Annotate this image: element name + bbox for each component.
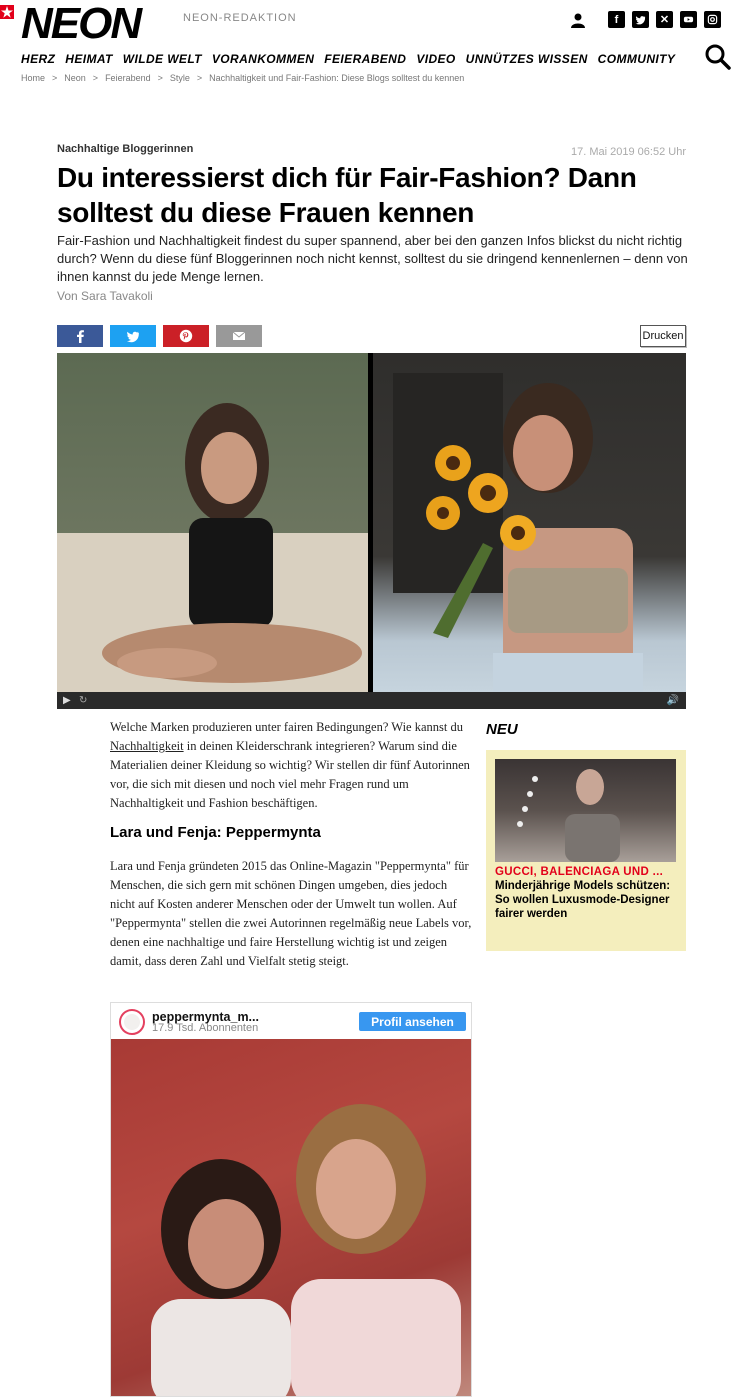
breadcrumb: Home > Neon > Feierabend > Style > Nachhaltigkeit und Fair-Fashion: Diese Blogs solltest du kennen: [21, 73, 465, 83]
instagram-followers: 17.9 Tsd. Abonnenten: [152, 1022, 259, 1034]
twitter-icon[interactable]: [632, 11, 649, 28]
hero-image-left: [57, 353, 368, 692]
nav-item-community[interactable]: COMMUNITY: [597, 52, 676, 66]
breadcrumb-neon[interactable]: Neon: [64, 73, 86, 83]
video-controls: [57, 692, 686, 709]
instagram-header: [111, 1003, 471, 1039]
article-paragraph-1: [110, 718, 472, 813]
breadcrumb-current: Nachhaltigkeit und Fair-Fashion: Diese Blogs solltest du kennen: [209, 73, 465, 83]
teaser-kicker: GUCCI, BALENCIAGA UND ...: [495, 866, 664, 878]
article-date: 17. Mai 2019 06:52 Uhr: [571, 146, 686, 158]
sidebar-heading: NEU: [486, 721, 518, 738]
xing-icon[interactable]: ✕: [656, 11, 673, 28]
article-headline: Du interessierst dich für Fair-Fashion? Dann solltest du diese Frauen kennen: [57, 162, 637, 228]
nav-item-feierabend[interactable]: FEIERABEND: [324, 52, 407, 66]
instagram-username[interactable]: peppermynta_m...: [152, 1010, 259, 1024]
redaktion-label[interactable]: NEON-REDAKTION: [183, 12, 297, 24]
share-pinterest-button[interactable]: [163, 325, 209, 347]
instagram-icon[interactable]: [704, 11, 721, 28]
nav-item-unnuetzes-wissen[interactable]: UNNÜTZES WISSEN: [465, 52, 588, 66]
nav-item-wilde-welt[interactable]: WILDE WELT: [122, 52, 202, 66]
facebook-icon[interactable]: f: [608, 11, 625, 28]
volume-icon[interactable]: 🔊: [666, 695, 679, 706]
article-teaser: Fair-Fashion und Nachhaltigkeit findest du super spannend, aber bei den ganzen Infos blickst du nicht richtig durch? Wenn du diese fünf Bloggerinnen noch nicht kennst, solltest du sie dringend kennenlernen – denn von ihnen kannst du jede Menge lernen.: [57, 233, 688, 284]
instagram-embed[interactable]: [110, 1002, 472, 1397]
hero-image-right: [373, 353, 686, 692]
search-icon[interactable]: [704, 43, 732, 71]
facebook-icon: [73, 329, 87, 343]
breadcrumb-home[interactable]: Home: [21, 73, 46, 83]
print-button[interactable]: Drucken: [640, 325, 686, 347]
view-profile-button[interactable]: Profil ansehen: [359, 1012, 466, 1031]
avatar[interactable]: [119, 1009, 145, 1035]
user-icon[interactable]: [569, 11, 586, 28]
main-nav: [21, 52, 685, 66]
hero-video[interactable]: [57, 353, 686, 709]
article-kicker: Nachhaltige Bloggerinnen: [57, 143, 194, 155]
nav-item-video[interactable]: VIDEO: [416, 52, 456, 66]
nav-item-herz[interactable]: HERZ: [21, 52, 56, 66]
share-email-button[interactable]: [216, 325, 262, 347]
paragraph-text: Welche Marken produzieren unter fairen Bedingungen? Wie kannst du: [110, 720, 463, 734]
neon-logo[interactable]: NEON: [21, 0, 141, 48]
sidebar-teaser[interactable]: [486, 750, 686, 951]
teaser-image: [495, 759, 676, 862]
mail-icon: [232, 329, 246, 343]
breadcrumb-style[interactable]: Style: [169, 73, 190, 83]
stern-logo[interactable]: [0, 5, 14, 19]
nav-item-vorankommen[interactable]: VORANKOMMEN: [211, 52, 315, 66]
teaser-title[interactable]: Minderjährige Models schützen: So wollen Luxusmode-Designer fairer werden: [495, 880, 671, 920]
share-bar: [57, 325, 262, 347]
header-icons: [562, 11, 721, 28]
share-facebook-button[interactable]: [57, 325, 103, 347]
play-icon[interactable]: ▶: [63, 695, 71, 706]
article-subheading: Lara und Fenja: Peppermynta: [110, 824, 321, 841]
breadcrumb-feierabend[interactable]: Feierabend: [105, 73, 151, 83]
article-author: Von Sara Tavakoli: [57, 289, 153, 303]
youtube-icon[interactable]: [680, 11, 697, 28]
twitter-icon: [126, 329, 140, 343]
instagram-photo[interactable]: [111, 1039, 471, 1397]
share-twitter-button[interactable]: [110, 325, 156, 347]
replay-icon[interactable]: ↻: [79, 695, 88, 706]
paragraph-text: in deinen Kleiderschrank integrieren? Warum sind die Materialien deiner Kleidung so wichtig? Wir stellen dir fünf Autorinnen vor, die sich mit diesen und noch viel mehr Fragen rund um Nachhaltigkeit und Fashion beschäftigen.: [110, 739, 470, 810]
pinterest-icon: [179, 329, 193, 343]
nachhaltigkeit-link[interactable]: Nachhaltigkeit: [110, 739, 184, 753]
article-paragraph-2: Lara und Fenja gründeten 2015 das Online-Magazin "Peppermynta" für Menschen, die sich gern mit schönen Dingen umgeben, dies jedoch nicht auf Kosten anderer Menschen oder der Umwelt tun wollen. Auf "Peppermynta" stellen die zwei Autorinnen regelmäßig neue Labels vor, denen eine nachhaltige und faire Herstellung wichtig ist und zeigen damit, dass deren Zahl und Vielfalt stetig steigt.: [110, 859, 472, 968]
nav-item-heimat[interactable]: HEIMAT: [65, 52, 113, 66]
